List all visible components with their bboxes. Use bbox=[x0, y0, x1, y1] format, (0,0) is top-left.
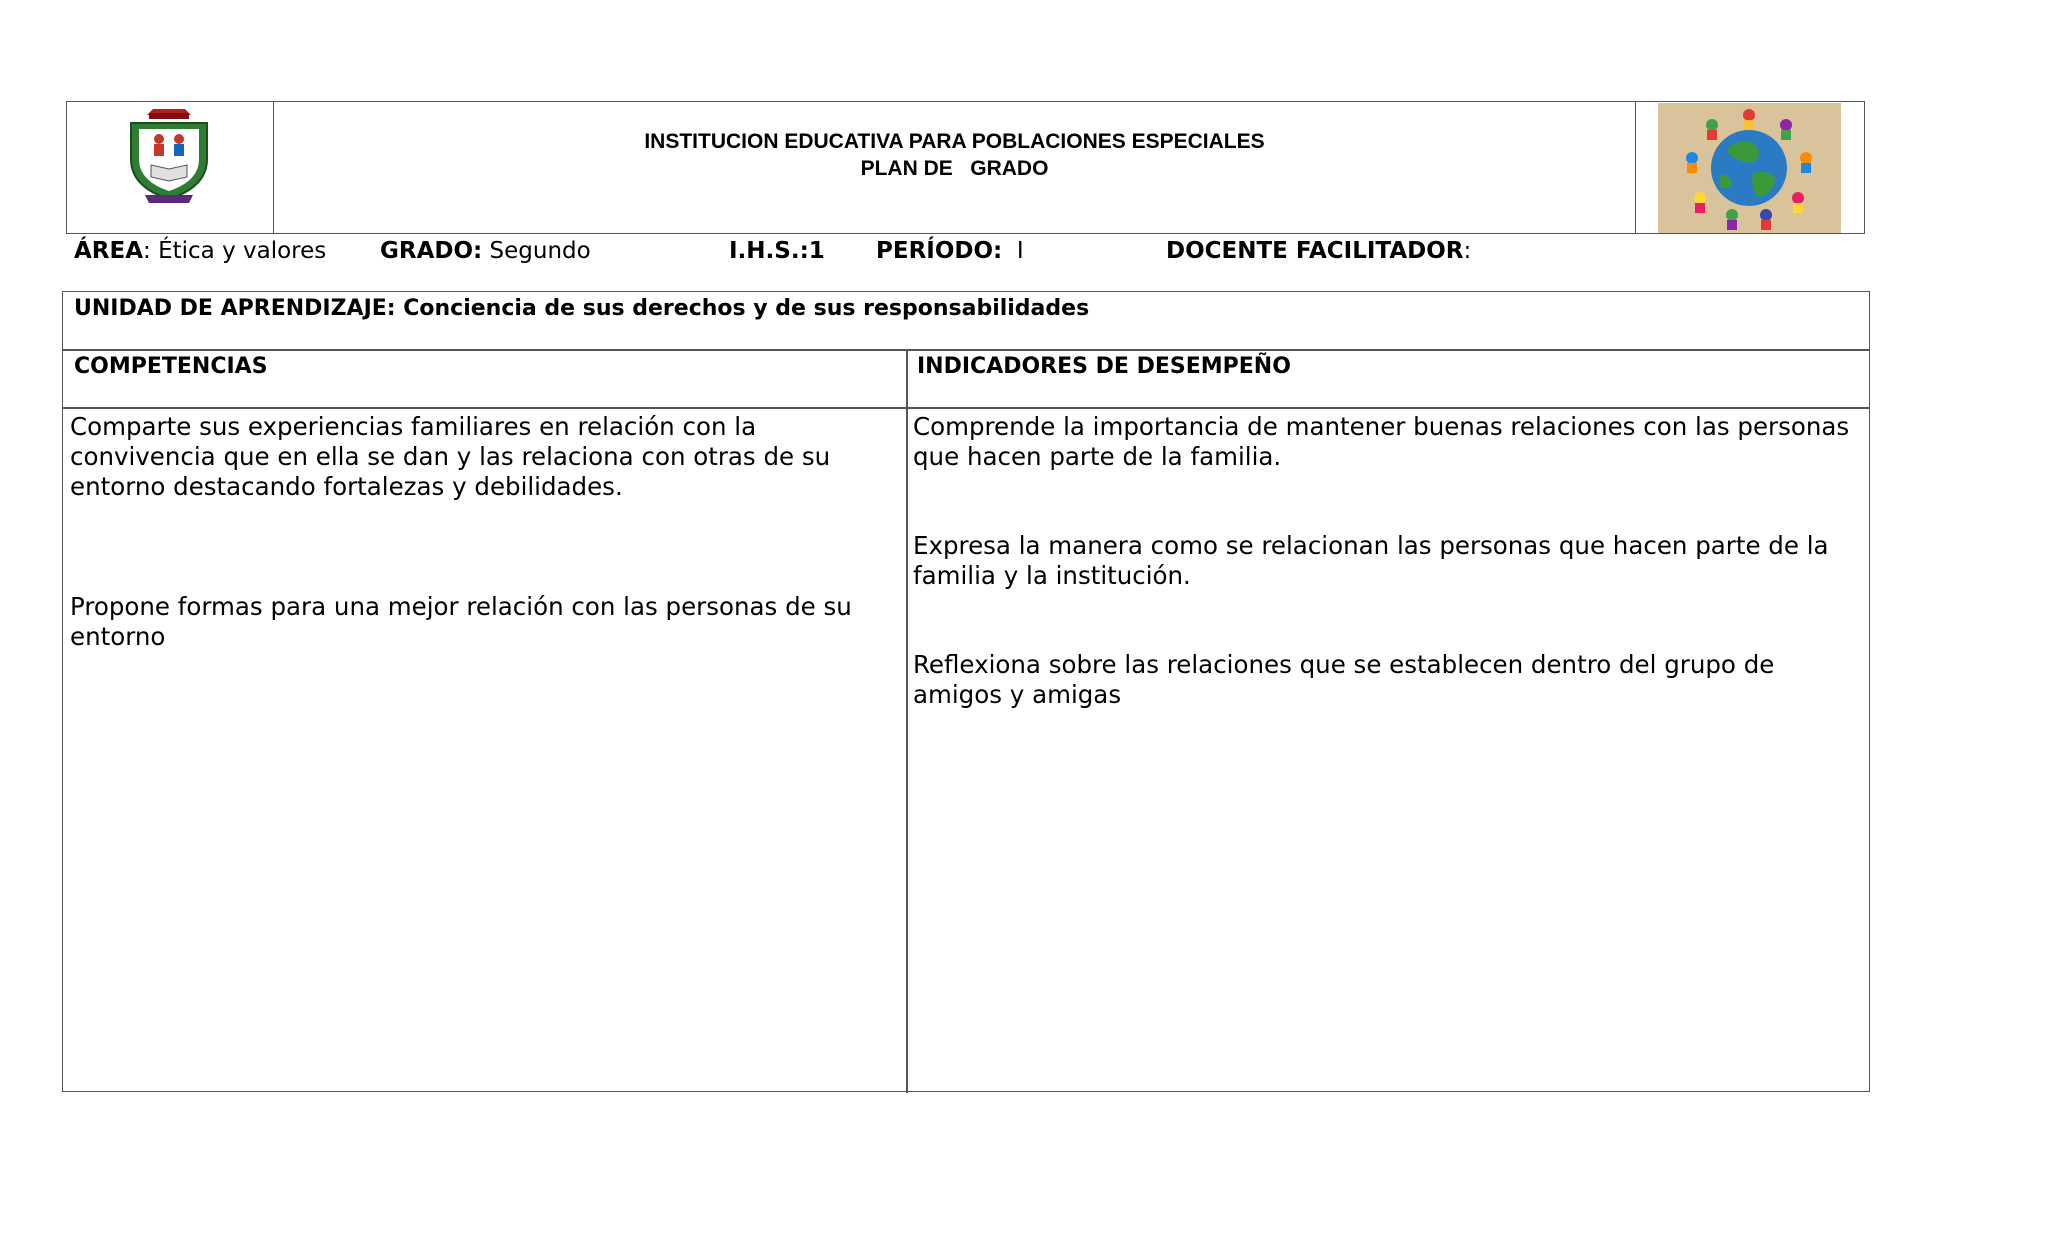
grado-field bbox=[380, 236, 591, 266]
competencia-item: Propone formas para una mejor relación con las personas de su entorno bbox=[70, 592, 852, 651]
ihs-label: I.H.S.:1 bbox=[729, 238, 825, 264]
periodo-value: I bbox=[1002, 238, 1024, 264]
competencias-header: COMPETENCIAS bbox=[74, 354, 268, 379]
indicador-item: Reflexiona sobre las relaciones que se establecen dentro del grupo de amigos y amigas bbox=[913, 650, 1775, 709]
unit-title: UNIDAD DE APRENDIZAJE: Conciencia de sus derechos y de sus responsabilidades bbox=[74, 296, 1090, 321]
header-image-cell bbox=[1636, 102, 1864, 233]
indicador-item: Comprende la importancia de mantener buenas relaciones con las personas que hacen parte de la familia. bbox=[913, 412, 1850, 471]
docente-colon: : bbox=[1463, 238, 1472, 264]
children-around-globe-icon bbox=[1658, 103, 1841, 233]
area-value: : Ética y valores bbox=[143, 238, 327, 264]
header-logo-cell bbox=[67, 102, 274, 233]
column-divider bbox=[906, 349, 908, 1093]
institution-crest-icon bbox=[119, 107, 219, 205]
periodo-field bbox=[876, 236, 1024, 266]
header-title-cell bbox=[274, 102, 1636, 233]
grado-label: GRADO: bbox=[380, 238, 483, 264]
plan-title: PLAN DE GRADO bbox=[860, 157, 1049, 180]
header-table bbox=[66, 101, 1865, 234]
row-divider bbox=[63, 407, 1869, 409]
institution-name: INSTITUCION EDUCATIVA PARA POBLACIONES ESPECIALES bbox=[644, 130, 1265, 153]
area-field bbox=[74, 236, 326, 266]
competencia-item: Comparte sus experiencias familiares en relación con la convivencia que en ella se dan y las relaciona con otras de su entorno destacando fortalezas y debilidades. bbox=[70, 412, 831, 501]
docente-field bbox=[1166, 236, 1471, 266]
row-divider bbox=[63, 349, 1869, 351]
indicador-item: Expresa la manera como se relacionan las personas que hacen parte de la familia y la institución. bbox=[913, 531, 1829, 590]
grado-value: Segundo bbox=[482, 238, 591, 264]
indicadores-header: INDICADORES DE DESEMPEÑO bbox=[917, 354, 1291, 379]
ihs-field bbox=[729, 236, 825, 266]
periodo-label: PERÍODO: bbox=[876, 238, 1003, 264]
docente-label: DOCENTE FACILITADOR bbox=[1166, 238, 1464, 264]
area-label: ÁREA bbox=[74, 238, 144, 264]
main-table bbox=[62, 291, 1870, 1092]
